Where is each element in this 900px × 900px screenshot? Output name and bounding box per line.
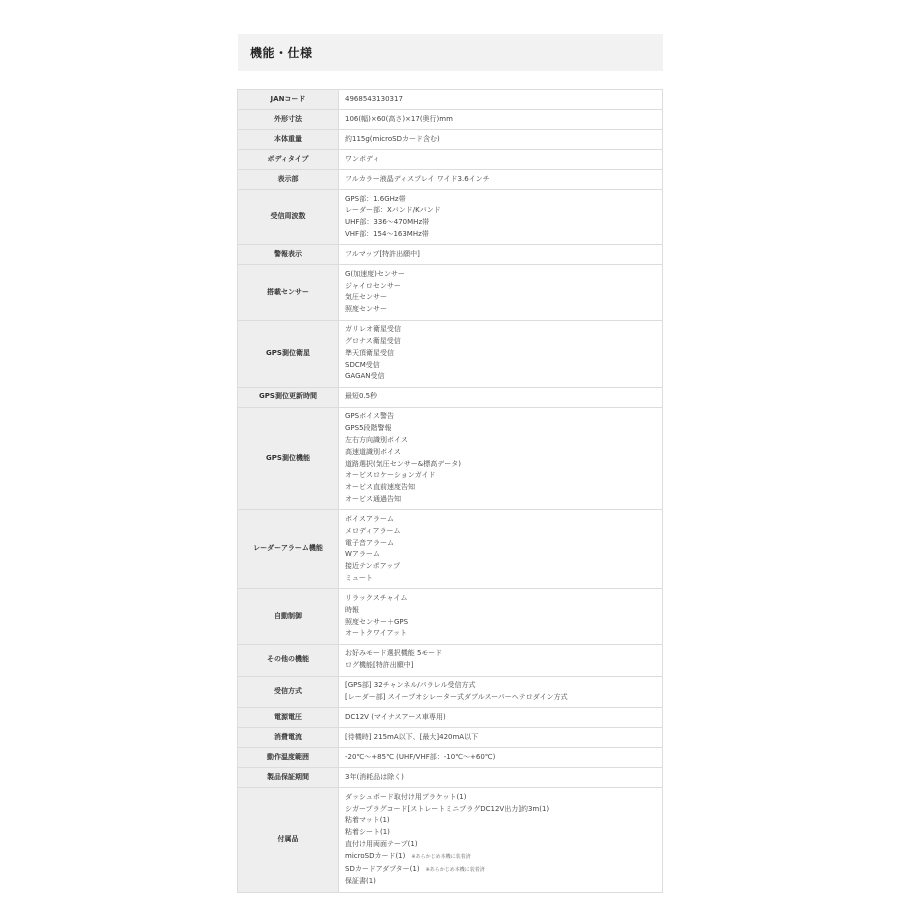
spec-value-line [345, 851, 656, 864]
spec-value-line: VHF部：154～163MHz帯 [345, 229, 429, 238]
spec-label: 受信周波数 [238, 189, 339, 244]
spec-row [238, 109, 663, 129]
spec-row [238, 265, 663, 320]
spec-value [339, 676, 663, 708]
spec-value-text: microSDカード(1) [345, 851, 406, 860]
spec-value-line: 保証書(1) [345, 877, 376, 886]
spec-value-note: ※あらかじめ本機に装着済 [425, 866, 485, 873]
spec-value-line: GPSボイス警告 [345, 412, 395, 421]
spec-value [339, 788, 663, 893]
spec-label: 本体重量 [238, 129, 339, 149]
spec-value [339, 407, 663, 510]
spec-label: ボディタイプ [238, 149, 339, 169]
spec-value-line: フルカラー液晶ディスプレイ ワイド3.6インチ [345, 174, 490, 183]
spec-label: 搭載センサー [238, 265, 339, 320]
spec-value-line: 粘着シート(1) [345, 828, 390, 837]
spec-row [238, 676, 663, 708]
spec-row [238, 589, 663, 644]
spec-label: その他の機能 [238, 644, 339, 676]
spec-value-line: GAGAN受信 [345, 372, 385, 381]
spec-value-line: 照度センサー [345, 305, 387, 314]
section-heading: 機能・仕様 [250, 46, 313, 60]
spec-label: 製品保証期間 [238, 768, 339, 788]
spec-value-line: DC12V (マイナスアース車専用) [345, 712, 446, 721]
spec-value-text: SDカードアダプター(1) [345, 864, 420, 873]
spec-value-line: 直付け用両面テープ(1) [345, 840, 418, 848]
spec-value-line: オービスロケーションガイド [345, 471, 436, 480]
spec-value-line: 照度センサー＋GPS [345, 617, 409, 626]
spec-value-line: G(加速度)センサー [345, 269, 405, 278]
spec-value-line: ボイスアラーム [345, 514, 394, 523]
spec-value-line: -20℃～+85℃ (UHF/VHF部：-10℃～+60℃) [345, 752, 496, 761]
spec-value-line: リラックスチャイム [345, 593, 408, 602]
spec-value-line: シガープラグコード[ストレートミニプラグDC12V出力]約3m(1) [345, 804, 550, 813]
spec-label: GPS測位機能 [238, 407, 339, 510]
spec-value-line: 接近テンポアップ [345, 562, 401, 571]
spec-value-line: 106(幅)×60(高さ)×17(奥行)mm [345, 114, 453, 123]
spec-value-line: オートクワイアット [345, 629, 407, 638]
spec-value [339, 644, 663, 676]
spec-row [238, 510, 663, 589]
spec-label: 消費電流 [238, 728, 339, 748]
spec-value-line: 道路選択(気圧センサー&標高データ) [345, 459, 461, 468]
spec-label: 表示部 [238, 169, 339, 189]
spec-row [238, 708, 663, 728]
spec-value [339, 589, 663, 644]
spec-value [339, 169, 663, 189]
spec-row [238, 387, 663, 407]
spec-row [238, 90, 663, 110]
spec-value-line: GPS5段階警報 [345, 424, 392, 433]
spec-row [238, 189, 663, 244]
spec-value-line: お好みモード選択機能 5モード [345, 649, 443, 658]
spec-value-line: 粘着マット(1) [345, 816, 390, 825]
spec-value-line [345, 864, 656, 877]
spec-value-line: [レーダー部] スイープオシレーター式ダブルスーパーヘテロダイン方式 [345, 692, 568, 701]
spec-label: 受信方式 [238, 676, 339, 708]
spec-value-line: ジャイロセンサー [345, 281, 401, 290]
spec-value-line: 高速道識別ボイス [345, 447, 401, 456]
spec-row [238, 407, 663, 510]
spec-row [238, 245, 663, 265]
spec-value-line: 時報 [345, 605, 359, 614]
spec-label: JANコード [238, 90, 339, 110]
spec-value-line: SDCM受信 [345, 360, 380, 369]
spec-label: 電源電圧 [238, 708, 339, 728]
spec-value-line: 約115g(microSDカード含む) [345, 134, 440, 143]
spec-value [339, 265, 663, 320]
spec-label: 外形寸法 [238, 109, 339, 129]
spec-label: GPS測位更新時間 [238, 387, 339, 407]
spec-value [339, 320, 663, 387]
spec-row [238, 320, 663, 387]
spec-value-line: メロディアラーム [345, 526, 401, 535]
spec-row [238, 149, 663, 169]
spec-value-line: 最短0.5秒 [345, 392, 378, 401]
spec-row [238, 728, 663, 748]
spec-value-line: Wアラーム [345, 550, 380, 559]
spec-row [238, 129, 663, 149]
spec-value [339, 245, 663, 265]
spec-value [339, 748, 663, 768]
spec-value-line: [GPS部] 32チャンネル/パラレル受信方式 [345, 681, 476, 690]
spec-value-line: オービス通過告知 [345, 494, 401, 503]
spec-value-line: GPS部：1.6GHz帯 [345, 194, 406, 203]
spec-label: レーダーアラーム機能 [238, 510, 339, 589]
spec-value [339, 109, 663, 129]
spec-row [238, 788, 663, 893]
section-heading-box [238, 34, 663, 71]
spec-value-line: オービス直前速度告知 [345, 483, 415, 492]
spec-label: 付属品 [238, 788, 339, 893]
spec-label: 自動制御 [238, 589, 339, 644]
spec-value [339, 768, 663, 788]
spec-value-line: ログ機能[特許出願中] [345, 661, 414, 670]
spec-value [339, 149, 663, 169]
spec-value-line: レーダー部：Xバンド/Kバンド [345, 206, 441, 215]
spec-table-body [238, 90, 663, 893]
spec-value-line: ワンボディ [345, 154, 380, 163]
spec-value [339, 728, 663, 748]
spec-value-note: ※あらかじめ本機に装着済 [411, 853, 471, 860]
spec-value-line: 準天頂衛星受信 [345, 348, 394, 357]
spec-value [339, 90, 663, 110]
spec-label: 動作温度範囲 [238, 748, 339, 768]
spec-value [339, 387, 663, 407]
spec-value-line: 4968543130317 [345, 94, 403, 103]
spec-row [238, 169, 663, 189]
spec-row [238, 768, 663, 788]
spec-value-line: ダッシュボード取付け用ブラケット(1) [345, 792, 467, 801]
spec-value-line: 左右方向識別ボイス [345, 436, 408, 444]
spec-value-line: ガリレオ衛星受信 [345, 325, 401, 334]
spec-value-line: UHF部：336～470MHz帯 [345, 218, 430, 227]
spec-value-line: 気圧センサー [345, 293, 387, 302]
spec-value-line: グロナス衛星受信 [345, 337, 401, 346]
spec-label: 警報表示 [238, 245, 339, 265]
spec-value [339, 129, 663, 149]
spec-value [339, 708, 663, 728]
spec-value-line: フルマップ[特許出願中] [345, 249, 420, 258]
spec-value-line: [待機時] 215mA以下、[最大]420mA以下 [345, 732, 479, 741]
spec-row [238, 748, 663, 768]
spec-value-line: ミュート [345, 573, 373, 582]
spec-value [339, 510, 663, 589]
spec-value-line: 3年(消耗品は除く) [345, 772, 404, 781]
spec-label: GPS測位衛星 [238, 320, 339, 387]
spec-row [238, 644, 663, 676]
spec-value [339, 189, 663, 244]
spec-table [237, 89, 663, 893]
spec-value-line: 電子音アラーム [345, 538, 394, 547]
